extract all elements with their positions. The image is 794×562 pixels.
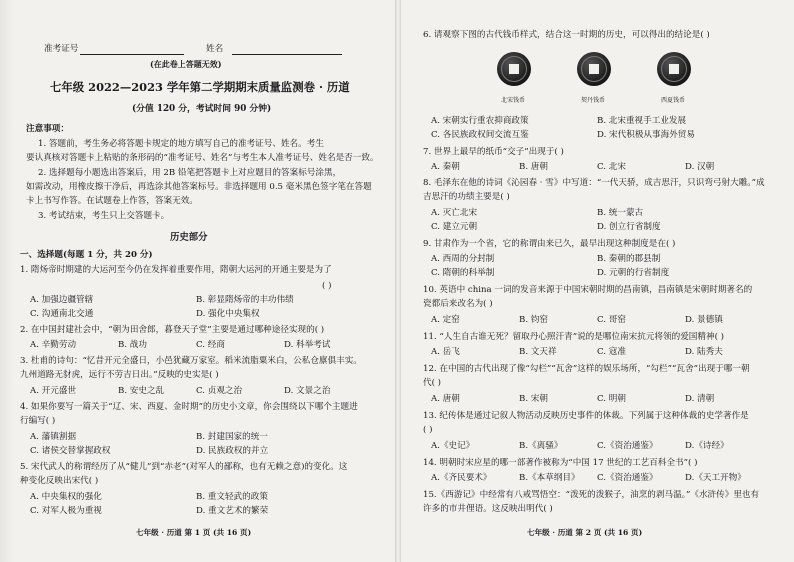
question-3-stem-line2: 九州道路无豺虎，远行不劳吉日出。”反映的史实是( ) [20, 370, 219, 380]
right-page [401, 0, 794, 562]
exam-no-blank [80, 54, 184, 55]
question-12-stem-line1: 12. 在中国的古代出现了像“勾栏”“瓦舍”这样的娱乐场所，“勾栏”“瓦舍”出现于哪一朝 [423, 364, 750, 374]
option: D. 宋代积极从事海外贸易 [597, 130, 695, 140]
option: C. 北宋 [597, 162, 626, 172]
option: B. 重文轻武的政策 [196, 492, 268, 502]
option: C. 诸侯交替掌握政权 [30, 446, 111, 456]
note-3: 3. 考试结束，考生只上交答题卡。 [38, 211, 170, 221]
question-10-options [401, 313, 794, 327]
option: A.《齐民要术》 [431, 473, 492, 483]
exam-subtitle: (分值 120 分，考试时间 90 分钟) [132, 104, 272, 114]
option: D.《天工开物》 [685, 473, 746, 483]
option: B. 宋朝 [519, 394, 548, 404]
question-5-stem-line2: 种变化反映出宋代( ) [20, 476, 99, 486]
option: C. 隋朝的科举制 [431, 268, 495, 278]
option: B. 战功 [118, 340, 147, 350]
question-11-options [401, 345, 794, 359]
question-15-stem-line1: 15.《西游记》中经常有八戒骂悟空：“泼死的泼猴子，油烹的剥马温。”《水浒传》里也有 [423, 490, 760, 500]
part1-heading: 一、选择题(每题 1 分，共 20 分) [20, 250, 153, 260]
option: D.《诗经》 [685, 441, 729, 451]
question-2-options [0, 338, 395, 352]
option: A. 开元盛世 [30, 386, 77, 396]
question-9-options-row1 [401, 252, 794, 266]
option: C. 寇准 [597, 347, 626, 357]
option: D. 重文艺术的繁荣 [196, 506, 269, 516]
option: B. 秦朝的郡县制 [597, 254, 661, 264]
question-1-bracket: ( ) [322, 281, 332, 291]
question-1-stem: 1. 隋炀帝时期建的大运河至今仍在发挥着重要作用，隋朝大运河的开通主要是为了 [20, 265, 332, 275]
exam-title: 七年级 2022—2023 学年第二学期期末质量监测卷 · 历道 [50, 80, 350, 94]
question-1-options-row2 [0, 307, 395, 321]
option: C. 建立元朝 [431, 222, 478, 232]
note-2a: 2. 选择题每小题选出答案后，用 2B 铅笔把答题卡上对应题目的答案标号涂黑， [38, 168, 342, 178]
option: C. 明朝 [597, 394, 626, 404]
question-4-stem-line2: 行编写( ) [20, 416, 56, 426]
question-5-options-row1 [0, 490, 395, 504]
coin-label-3: 西夏钱币 [661, 97, 686, 104]
exam-no-label: 准考证号 [44, 44, 79, 54]
question-4-options-row2 [0, 444, 395, 458]
question-9-options-row2 [401, 266, 794, 280]
option: B.《离骚》 [519, 441, 563, 451]
name-blank [232, 54, 342, 55]
question-4-stem-line1: 4. 如果你要写一篇关于“辽、宋、西夏、金时期”的历史小文章，你会围绕以下哪个主题进 [20, 402, 358, 412]
page-footer-right: 七年级 · 历道 第 2 页 (共 16 页) [527, 528, 643, 537]
question-14-options [401, 471, 794, 485]
option: D. 创立行省制度 [597, 222, 661, 232]
option: C.《资治通鉴》 [597, 473, 658, 483]
question-14-stem: 14. 明朝时宋应星的哪一部著作被称为“中国 17 世纪的工艺百科全书”( ) [423, 458, 698, 468]
question-13-stem-line1: 13. 纪传体是通过记叙人物活动反映历史事件的体裁。下列属于这种体裁的史学著作是 [423, 411, 749, 421]
question-5-stem-line1: 5. 宋代武人的称谓经历了从“健儿”到“赤老”(对军人的鄙称，也有无赖之意)的变化。这 [20, 462, 348, 472]
option: B. 彰显隋炀帝的丰功伟绩 [196, 295, 294, 305]
question-6-options-row1 [401, 114, 794, 128]
page-footer-left: 七年级 · 历道 第 1 页 (共 16 页) [136, 528, 252, 537]
option: A.《史记》 [431, 441, 475, 451]
coin-khitan-icon [577, 52, 611, 86]
option: C. 对军人极为重视 [30, 506, 102, 516]
name-label: 姓名 [206, 44, 224, 54]
option: A. 唐朝 [431, 394, 460, 404]
option: D. 陆秀夫 [685, 347, 723, 357]
option: C. 贞观之治 [196, 386, 243, 396]
question-8-stem-line2: 吉思汗的功绩主要是( ) [423, 192, 510, 202]
option: C. 沟通南北交通 [30, 309, 94, 319]
option: A. 藩镇割据 [30, 432, 77, 442]
question-3-options [0, 384, 395, 398]
option: B. 唐朝 [519, 162, 548, 172]
option: A. 宋朝实行重农抑商政策 [431, 116, 529, 126]
option: D. 文景之治 [284, 386, 331, 396]
option: C. 哥窑 [597, 315, 626, 325]
option: D. 清朝 [685, 394, 715, 404]
question-3-stem-line1: 3. 杜甫的诗句：“忆昔开元全盛日，小邑犹藏万家室。稻米流脂粟米白，公私仓廪俱丰实。 [20, 356, 362, 366]
question-7-stem: 7. 世界上最早的纸币“交子”出现于( ) [423, 147, 564, 157]
note-2b: 如需改动，用橡皮擦干净后，再选涂其他答案标号。非选择题用 0.5 毫米黑色签字笔在答题 [26, 182, 372, 192]
question-9-stem: 9. 甘肃作为一个省，它的称谓由来已久，最早出现这种制度是在( ) [423, 239, 676, 249]
question-10-stem-line2: 瓷都后来改名为( ) [423, 299, 493, 309]
question-12-stem-line2: 代( ) [423, 378, 442, 388]
option: D. 汉朝 [685, 162, 715, 172]
question-7-options [401, 160, 794, 174]
notes-heading: 注意事项： [26, 124, 69, 134]
note-1a: 1. 答题前，考生务必将答题卡规定的地方填写自己的准考证号、姓名。考生 [38, 139, 324, 149]
option: D. 元朝的行省制度 [597, 268, 670, 278]
question-15-stem-line2: 许多的市井俚语。这反映出明代( ) [423, 504, 553, 514]
coin-western-xia-icon [657, 52, 691, 86]
question-13-stem-line2: ( ) [423, 425, 433, 435]
question-1-options-row1 [0, 293, 395, 307]
note-2c: 卡上书写作答。在试题卷上作答，答案无效。 [26, 196, 198, 206]
option: A. 中央集权的强化 [30, 492, 102, 502]
invalid-warning: (在此卷上答题无效) [150, 59, 222, 69]
question-8-stem-line1: 8. 毛泽东在他的诗词《沁园春 · 雪》中写道：“一代天骄，成吉思汗，只识弯弓射大雕。”成 [423, 178, 765, 188]
option: A. 秦朝 [431, 162, 460, 172]
option: D. 民族政权的并立 [196, 446, 269, 456]
question-13-options [401, 439, 794, 453]
option: B. 安史之乱 [118, 386, 165, 396]
question-8-options-row2 [401, 220, 794, 234]
question-6-stem: 6. 请观察下图的古代钱币样式，结合这一时期的历史，可以得出的结论是( ) [423, 30, 710, 40]
question-4-options-row1 [0, 430, 395, 444]
option: A. 灭亡北宋 [431, 208, 478, 218]
option: D. 科举考试 [284, 340, 331, 350]
option: B.《本草纲目》 [519, 473, 580, 483]
option: D. 强化中央集权 [196, 309, 260, 319]
coin-label-1: 北宋钱币 [501, 97, 526, 104]
option: C. 经商 [196, 340, 225, 350]
section-title: 历史部分 [170, 232, 208, 243]
option: B. 文天祥 [519, 347, 557, 357]
option: A. 加强边疆管辖 [30, 295, 94, 305]
coin-northern-song-icon [497, 52, 531, 86]
question-8-options-row1 [401, 206, 794, 220]
question-5-options-row2 [0, 504, 395, 518]
option: C.《资治通鉴》 [597, 441, 658, 451]
note-1b: 要认真核对答题卡上粘贴的条形码的“准考证号、姓名”与考生本人准考证号、姓名是否一致。 [26, 153, 379, 163]
option: C. 各民族政权间交流互鉴 [431, 130, 529, 140]
question-2-stem: 2. 在中国封建社会中，“朝为田舍郎，暮登天子堂”主要是通过哪种途径实现的( ) [20, 325, 325, 335]
option: B. 北宋重视手工业发展 [597, 116, 687, 126]
option: B. 封建国家的统一 [196, 432, 268, 442]
option: B. 钧窑 [519, 315, 548, 325]
option: D. 景德镇 [685, 315, 723, 325]
option: A. 西周的分封制 [431, 254, 495, 264]
question-12-options [401, 392, 794, 406]
left-page [0, 0, 395, 562]
option: B. 统一蒙古 [597, 208, 644, 218]
question-6-options-row2 [401, 128, 794, 142]
question-10-stem-line1: 10. 英语中 china 一词的发音来源于中国宋朝时期的昌南镇，昌南镇是宋朝时期著名的 [423, 285, 753, 295]
coin-label-2: 契丹钱币 [581, 97, 606, 104]
option: A. 岳飞 [431, 347, 460, 357]
question-11-stem: 11. “人生自古谁无死？留取丹心照汗青”说的是哪位南宋抗元将领的爱国精神( ) [423, 332, 725, 342]
option: A. 辛勤劳动 [30, 340, 77, 350]
option: A. 定窑 [431, 315, 460, 325]
